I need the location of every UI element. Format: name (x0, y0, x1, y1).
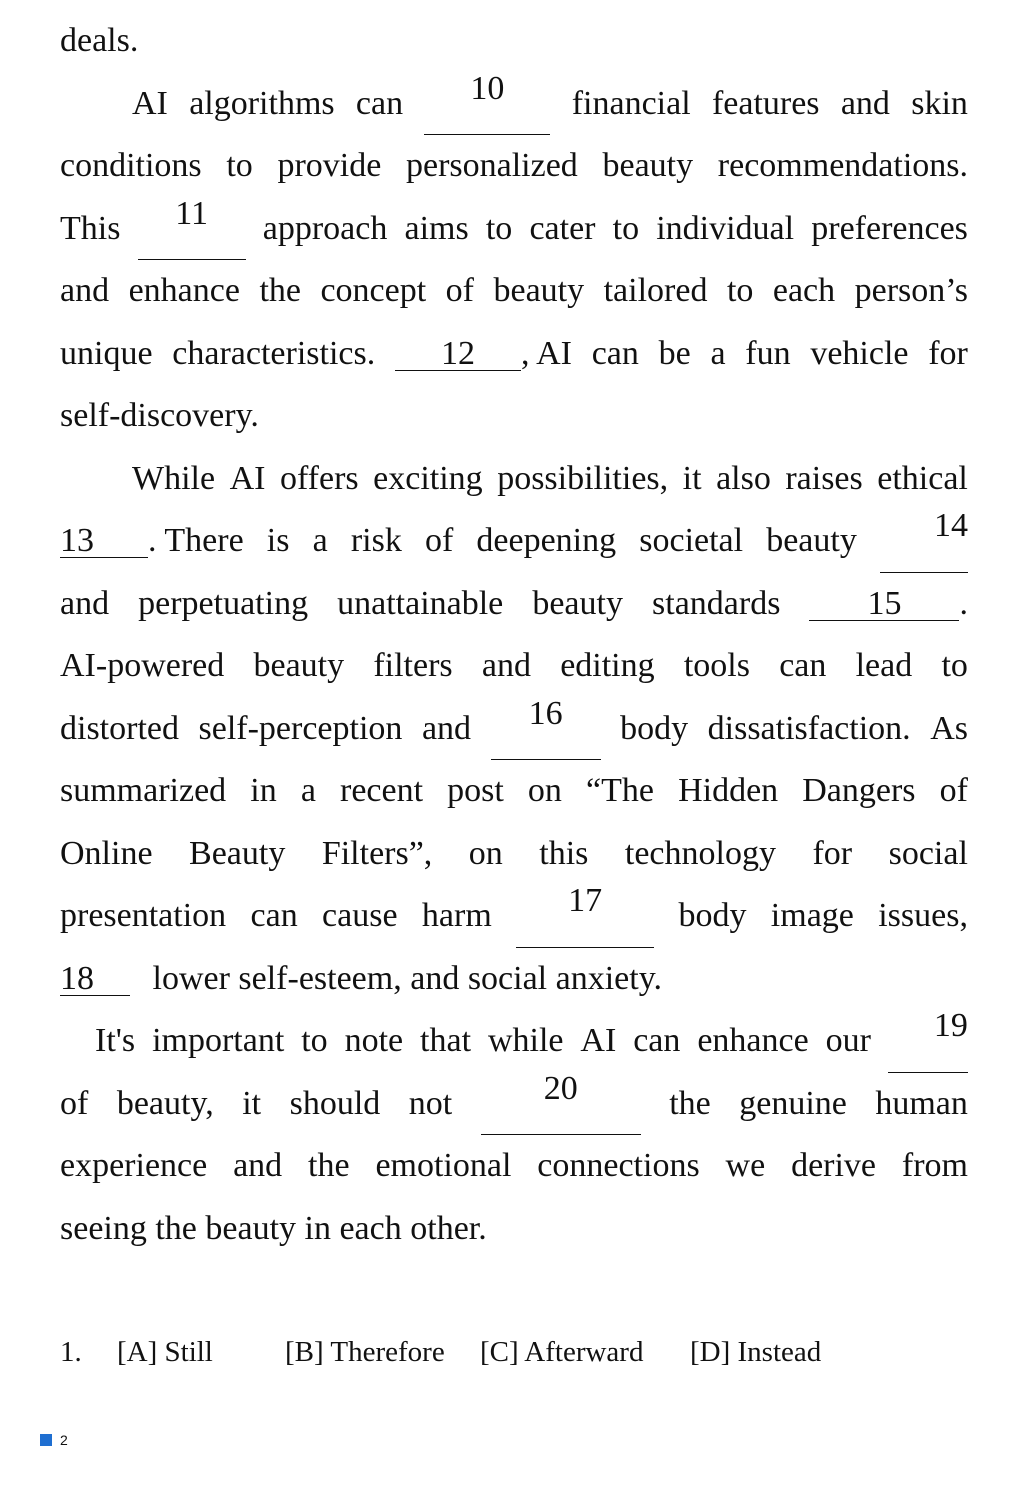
word: important (152, 1022, 285, 1059)
word: vehicle (810, 334, 909, 372)
word: characteristics. (172, 334, 376, 372)
word: our (825, 1022, 871, 1059)
word: offers (279, 459, 359, 497)
word: to (301, 1022, 328, 1059)
line-6 (60, 323, 968, 386)
blank-17[interactable]: 17 (516, 885, 654, 948)
word: AI-powered (60, 647, 225, 684)
blank-12[interactable]: 12 (395, 338, 521, 371)
word: beauty (602, 147, 694, 184)
word: and (421, 709, 472, 747)
blank-10[interactable]: 10 (424, 73, 550, 136)
word: unattainable (337, 584, 504, 622)
word: a (300, 772, 316, 809)
word: societal (639, 522, 744, 559)
word: . (959, 584, 968, 622)
word: it (682, 459, 702, 497)
blank-13-group (60, 510, 244, 573)
word: a (312, 522, 328, 559)
word: of (445, 272, 474, 309)
text: self-discovery. (60, 397, 259, 434)
word: experience (60, 1147, 208, 1184)
word: image (770, 897, 854, 934)
word: not (408, 1084, 453, 1122)
line-18 (60, 1069, 968, 1136)
word: on (468, 834, 503, 872)
blank-20[interactable]: 20 (481, 1073, 641, 1136)
word: emotional (375, 1147, 512, 1184)
word: cater (529, 209, 596, 247)
word: this (539, 834, 589, 872)
word: post (447, 772, 504, 809)
word: beauty (253, 647, 345, 684)
text: deals. (60, 22, 139, 59)
word: body (620, 709, 689, 747)
word: derive (791, 1147, 877, 1184)
word: fun (745, 334, 791, 372)
word: raises (785, 459, 863, 497)
word: be (658, 334, 691, 372)
word: While (132, 459, 216, 497)
word: risk (350, 522, 402, 559)
word: it (242, 1084, 262, 1122)
word: conditions (60, 147, 202, 184)
word: and (60, 272, 110, 309)
word: and (233, 1147, 283, 1184)
word: can (591, 334, 639, 372)
blank-11[interactable]: 11 (138, 198, 246, 261)
word: a (710, 334, 726, 372)
word: of (939, 772, 968, 809)
word: deepening (476, 522, 617, 559)
word: connections (537, 1147, 700, 1184)
word: that (420, 1022, 472, 1059)
word: person’s (854, 272, 968, 309)
word: ethical (877, 459, 968, 497)
line-10 (60, 573, 968, 636)
word: , AI (520, 334, 572, 372)
word: also (716, 459, 771, 497)
option-c[interactable]: [C] Afterward (480, 1336, 644, 1368)
word: issues, (878, 897, 968, 934)
word: and (840, 84, 890, 122)
word: distorted (60, 709, 179, 747)
word: while (487, 1022, 564, 1059)
line-4 (60, 194, 968, 261)
word: standards (652, 584, 781, 622)
word: of (424, 522, 454, 559)
word: technology (624, 834, 776, 872)
word: can (250, 897, 298, 934)
question-1 (60, 1332, 968, 1392)
line-17 (60, 1007, 968, 1073)
word: preferences (811, 209, 968, 247)
word: tools (683, 647, 750, 684)
word: to (485, 209, 513, 247)
word: As (930, 709, 968, 747)
line-12 (60, 694, 968, 761)
word: provide (277, 147, 382, 184)
word: aims (404, 209, 469, 247)
text: lower self-esteem, and social anxiety. (152, 959, 662, 997)
line-3 (60, 135, 968, 198)
word: the (669, 1084, 711, 1122)
word: beauty (766, 522, 857, 559)
word: we (725, 1147, 766, 1184)
word: in (250, 772, 277, 809)
blank-15-group (809, 573, 968, 636)
line-14 (60, 823, 968, 886)
word: should (289, 1084, 381, 1122)
word: of (60, 1084, 89, 1122)
word: to (612, 209, 640, 247)
blank-16[interactable]: 16 (491, 698, 601, 761)
blank-18[interactable]: 18 (60, 963, 130, 996)
word: can (633, 1022, 681, 1059)
word: possibilities, (497, 459, 669, 497)
passage (60, 10, 968, 1392)
word: body (678, 897, 747, 934)
line-7 (60, 385, 968, 448)
word: and (60, 584, 110, 622)
word: individual (656, 209, 795, 247)
word: AI (580, 1022, 617, 1059)
line-16 (60, 948, 968, 1011)
blank-12-group (395, 323, 572, 386)
word: on (527, 772, 562, 809)
text: seeing the beauty in each other. (60, 1209, 487, 1247)
word: exciting (373, 459, 483, 497)
word: filters (373, 647, 453, 684)
word: to (226, 147, 253, 184)
word: and (481, 647, 531, 684)
blank-14[interactable]: 14 (880, 510, 968, 573)
line-9 (60, 507, 968, 573)
word: for (812, 834, 853, 872)
word: dissatisfaction. (707, 709, 911, 747)
word: . There (148, 522, 244, 559)
line-13 (60, 760, 968, 823)
word: recent (340, 772, 424, 809)
word: algorithms (189, 84, 335, 122)
word: financial (571, 84, 691, 122)
word: from (901, 1147, 968, 1184)
word: the (259, 272, 301, 309)
word: lead (855, 647, 913, 684)
word: Beauty (189, 834, 286, 872)
word: can (779, 647, 827, 684)
line-19 (60, 1135, 968, 1198)
word: note (344, 1022, 404, 1059)
word: “The (586, 772, 654, 809)
page-footer (40, 1432, 68, 1448)
word: human (875, 1084, 968, 1122)
word: self-perception (198, 709, 403, 747)
word: unique (60, 334, 153, 372)
word: editing (560, 647, 655, 684)
line-20 (60, 1198, 968, 1261)
word: beauty, (116, 1084, 214, 1122)
line-1 (60, 10, 968, 73)
blank-19[interactable]: 19 (888, 1010, 968, 1073)
square-marker-icon (40, 1434, 52, 1446)
spacer (60, 1260, 968, 1332)
word: to (941, 647, 968, 684)
word: AI (229, 459, 266, 497)
word: It's (95, 1022, 136, 1059)
word: genuine (739, 1084, 847, 1122)
word: approach (262, 209, 388, 247)
word: presentation (60, 897, 227, 934)
line-11 (60, 635, 968, 698)
word: is (266, 522, 290, 559)
word: beauty (493, 272, 585, 309)
word: tailored (603, 272, 708, 309)
word: for (928, 334, 968, 372)
word: summarized (60, 772, 227, 809)
question-number: 1. (60, 1336, 82, 1368)
word: social (888, 834, 968, 872)
word: skin (911, 84, 968, 122)
word: beauty (532, 584, 623, 622)
word: Filters”, (321, 834, 433, 872)
word: cause (322, 897, 398, 934)
word: enhance (697, 1022, 809, 1059)
word: to (726, 272, 754, 309)
word: can (355, 84, 404, 122)
word: enhance (128, 272, 240, 309)
page-number: 2 (60, 1432, 68, 1448)
line-15 (60, 882, 968, 948)
word: recommendations. (717, 147, 968, 184)
word: the (308, 1147, 350, 1184)
blank-15[interactable]: 15 (809, 588, 959, 621)
option-d[interactable]: [D] Instead (690, 1336, 822, 1368)
word: This (60, 209, 121, 247)
word: Online (60, 834, 153, 872)
line-2 (60, 69, 968, 136)
word: Dangers (802, 772, 916, 809)
option-b[interactable]: [B] Therefore (285, 1336, 445, 1368)
word: each (772, 272, 836, 309)
line-5 (60, 260, 968, 323)
word: harm (421, 897, 492, 934)
word: concept (320, 272, 427, 309)
line-8 (60, 448, 968, 511)
word: perpetuating (138, 584, 309, 622)
blank-13[interactable]: 13 (60, 525, 148, 558)
word: features (711, 84, 820, 122)
word: Hidden (678, 772, 779, 809)
word: AI (132, 84, 168, 122)
word: personalized (406, 147, 578, 184)
option-a[interactable]: [A] Still (117, 1336, 213, 1368)
